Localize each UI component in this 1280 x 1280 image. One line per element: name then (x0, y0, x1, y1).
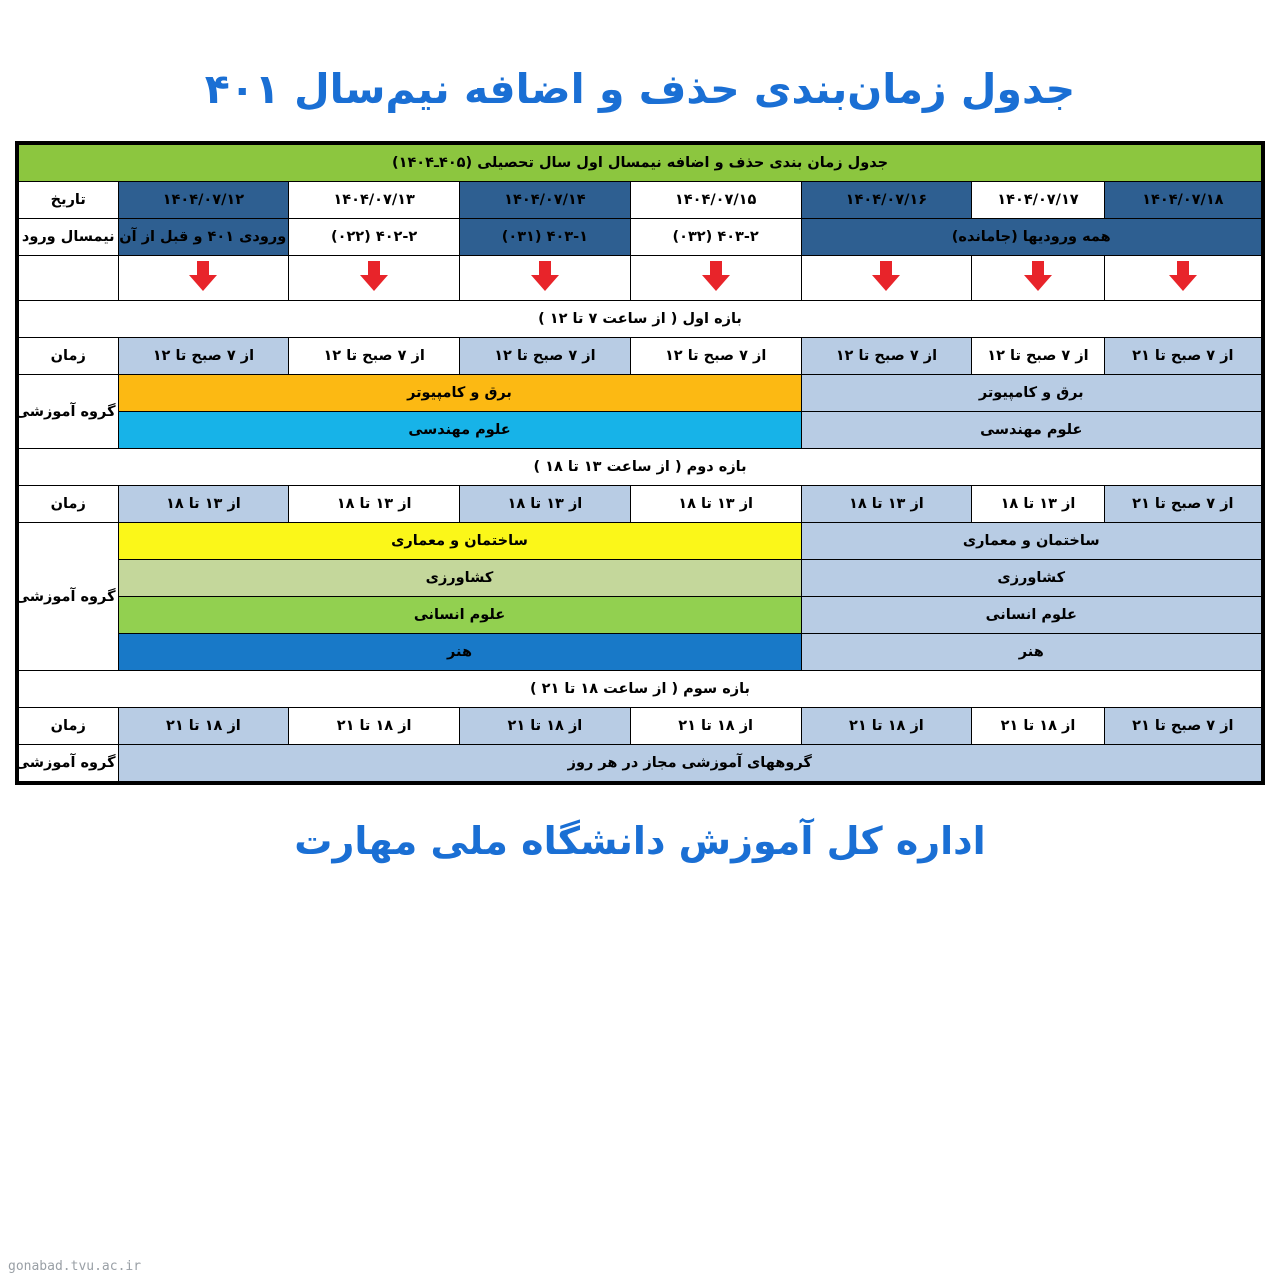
band3-note-row (19, 745, 1262, 782)
page-title: جدول زمان‌بندی حذف و اضافه نیم‌سال ۴۰۱ (204, 65, 1076, 113)
time-cell: از ۷ صبح تا ۱۲ (118, 338, 289, 375)
date-cell: ۱۴۰۴/۰۷/۱۸ (1104, 182, 1261, 219)
entry-term-4022: ۴۰۲-۲ (۰۲۲) (289, 219, 460, 256)
time-cell: از ۱۳ تا ۱۸ (460, 486, 631, 523)
band1-title-row (19, 301, 1262, 338)
row-label-group: گروه آموزشی (19, 375, 119, 449)
time-cell: از ۱۸ تا ۲۱ (118, 708, 289, 745)
band2-group-row (19, 523, 1262, 560)
row-label-time: زمان (19, 486, 119, 523)
schedule-table (15, 144, 1262, 782)
group-name-right: ساختمان و معماری (118, 523, 801, 560)
row-label-time: زمان (19, 708, 119, 745)
band1-time-row (19, 338, 1262, 375)
band2-group-row (19, 634, 1262, 671)
group-name-right: برق و کامپیوتر (118, 375, 801, 412)
schedule-table-container (15, 141, 1265, 785)
row-label-entry-term: نیمسال ورود (19, 219, 119, 256)
date-cell: ۱۴۰۴/۰۷/۱۳ (289, 182, 460, 219)
table-caption: جدول زمان بندی حذف و اضافه نیمسال اول سال تحصیلی (۴۰۵ـ۱۴۰۴) (19, 145, 1262, 182)
time-cell: از ۱۸ تا ۲۱ (460, 708, 631, 745)
down-arrow-icon (869, 281, 903, 297)
date-row (19, 182, 1262, 219)
group-name-right: علوم مهندسی (118, 412, 801, 449)
date-cell: ۱۴۰۴/۰۷/۱۴ (460, 182, 631, 219)
row-label-date: تاریخ (19, 182, 119, 219)
down-arrow-cell (118, 256, 289, 301)
group-name-left: علوم مهندسی (801, 412, 1262, 449)
time-cell: از ۷ صبح تا ۲۱ (1104, 338, 1261, 375)
band3-time-row (19, 708, 1262, 745)
time-cell: از ۷ صبح تا ۱۲ (460, 338, 631, 375)
time-cell: از ۱۸ تا ۲۱ (801, 708, 972, 745)
down-arrow-cell (630, 256, 801, 301)
band1-group-row (19, 375, 1262, 412)
time-cell: از ۱۳ تا ۱۸ (630, 486, 801, 523)
group-name-right: علوم انسانی (118, 597, 801, 634)
band3-note: گروههای آموزشی مجاز در هر روز (118, 745, 1262, 782)
entry-term-4031: ۴۰۳-۱ (۰۳۱) (460, 219, 631, 256)
group-name-left: برق و کامپیوتر (801, 375, 1262, 412)
date-cell: ۱۴۰۴/۰۷/۱۵ (630, 182, 801, 219)
group-name-left: هنر (801, 634, 1262, 671)
time-cell: از ۷ صبح تا ۱۲ (289, 338, 460, 375)
band2-group-row (19, 560, 1262, 597)
time-cell: از ۷ صبح تا ۱۲ (630, 338, 801, 375)
group-name-left: کشاورزی (801, 560, 1262, 597)
row-label-time: زمان (19, 338, 119, 375)
group-name-left: ساختمان و معماری (801, 523, 1262, 560)
date-cell: ۱۴۰۴/۰۷/۱۷ (972, 182, 1104, 219)
down-arrow-icon (357, 281, 391, 297)
table-caption-row (19, 145, 1262, 182)
arrow-row (19, 256, 1262, 301)
time-cell: از ۱۸ تا ۲۱ (630, 708, 801, 745)
band2-time-row (19, 486, 1262, 523)
group-name-right: کشاورزی (118, 560, 801, 597)
entry-term-4032: ۴۰۳-۲ (۰۳۲) (630, 219, 801, 256)
band2-title-row (19, 449, 1262, 486)
down-arrow-icon (1166, 281, 1200, 297)
time-cell: از ۷ صبح تا ۱۲ (801, 338, 972, 375)
footer-title: اداره کل آموزش دانشگاه ملی مهارت (294, 819, 986, 864)
time-cell: از ۷ صبح تا ۲۱ (1104, 708, 1261, 745)
down-arrow-icon (186, 281, 220, 297)
band1-title: بازه اول ( از ساعت ۷ تا ۱۲ ) (19, 301, 1262, 338)
date-cell: ۱۴۰۴/۰۷/۱۶ (801, 182, 972, 219)
time-cell: از ۱۳ تا ۱۸ (118, 486, 289, 523)
entry-term-401-and-before: ورودی ۴۰۱ و قبل از آن (118, 219, 289, 256)
entry-term-row (19, 219, 1262, 256)
time-cell: از ۱۳ تا ۱۸ (289, 486, 460, 523)
band1-group-row (19, 412, 1262, 449)
down-arrow-cell (1104, 256, 1261, 301)
down-arrow-cell (801, 256, 972, 301)
entry-term-all-remaining: همه ورودیها (جامانده) (801, 219, 1262, 256)
time-cell: از ۷ صبح تا ۱۲ (972, 338, 1104, 375)
down-arrow-cell (289, 256, 460, 301)
down-arrow-icon (1021, 281, 1055, 297)
date-cell: ۱۴۰۴/۰۷/۱۲ (118, 182, 289, 219)
down-arrow-icon (528, 281, 562, 297)
down-arrow-cell (460, 256, 631, 301)
band2-group-row (19, 597, 1262, 634)
down-arrow-cell (972, 256, 1104, 301)
time-cell: از ۱۳ تا ۱۸ (972, 486, 1104, 523)
row-label-group: گروه آموزشی (19, 745, 119, 782)
group-name-left: علوم انسانی (801, 597, 1262, 634)
time-cell: از ۱۸ تا ۲۱ (972, 708, 1104, 745)
down-arrow-icon (699, 281, 733, 297)
time-cell: از ۱۸ تا ۲۱ (289, 708, 460, 745)
time-cell: از ۱۳ تا ۱۸ (801, 486, 972, 523)
band3-title: بازه سوم ( از ساعت ۱۸ تا ۲۱ ) (19, 671, 1262, 708)
band2-title: بازه دوم ( از ساعت ۱۳ تا ۱۸ ) (19, 449, 1262, 486)
row-label-group: گروه آموزشی (19, 523, 119, 671)
group-name-right: هنر (118, 634, 801, 671)
arrow-row-label-spacer (19, 256, 119, 301)
band3-title-row (19, 671, 1262, 708)
site-watermark: gonabad.tvu.ac.ir (8, 1259, 142, 1274)
time-cell: از ۷ صبح تا ۲۱ (1104, 486, 1261, 523)
